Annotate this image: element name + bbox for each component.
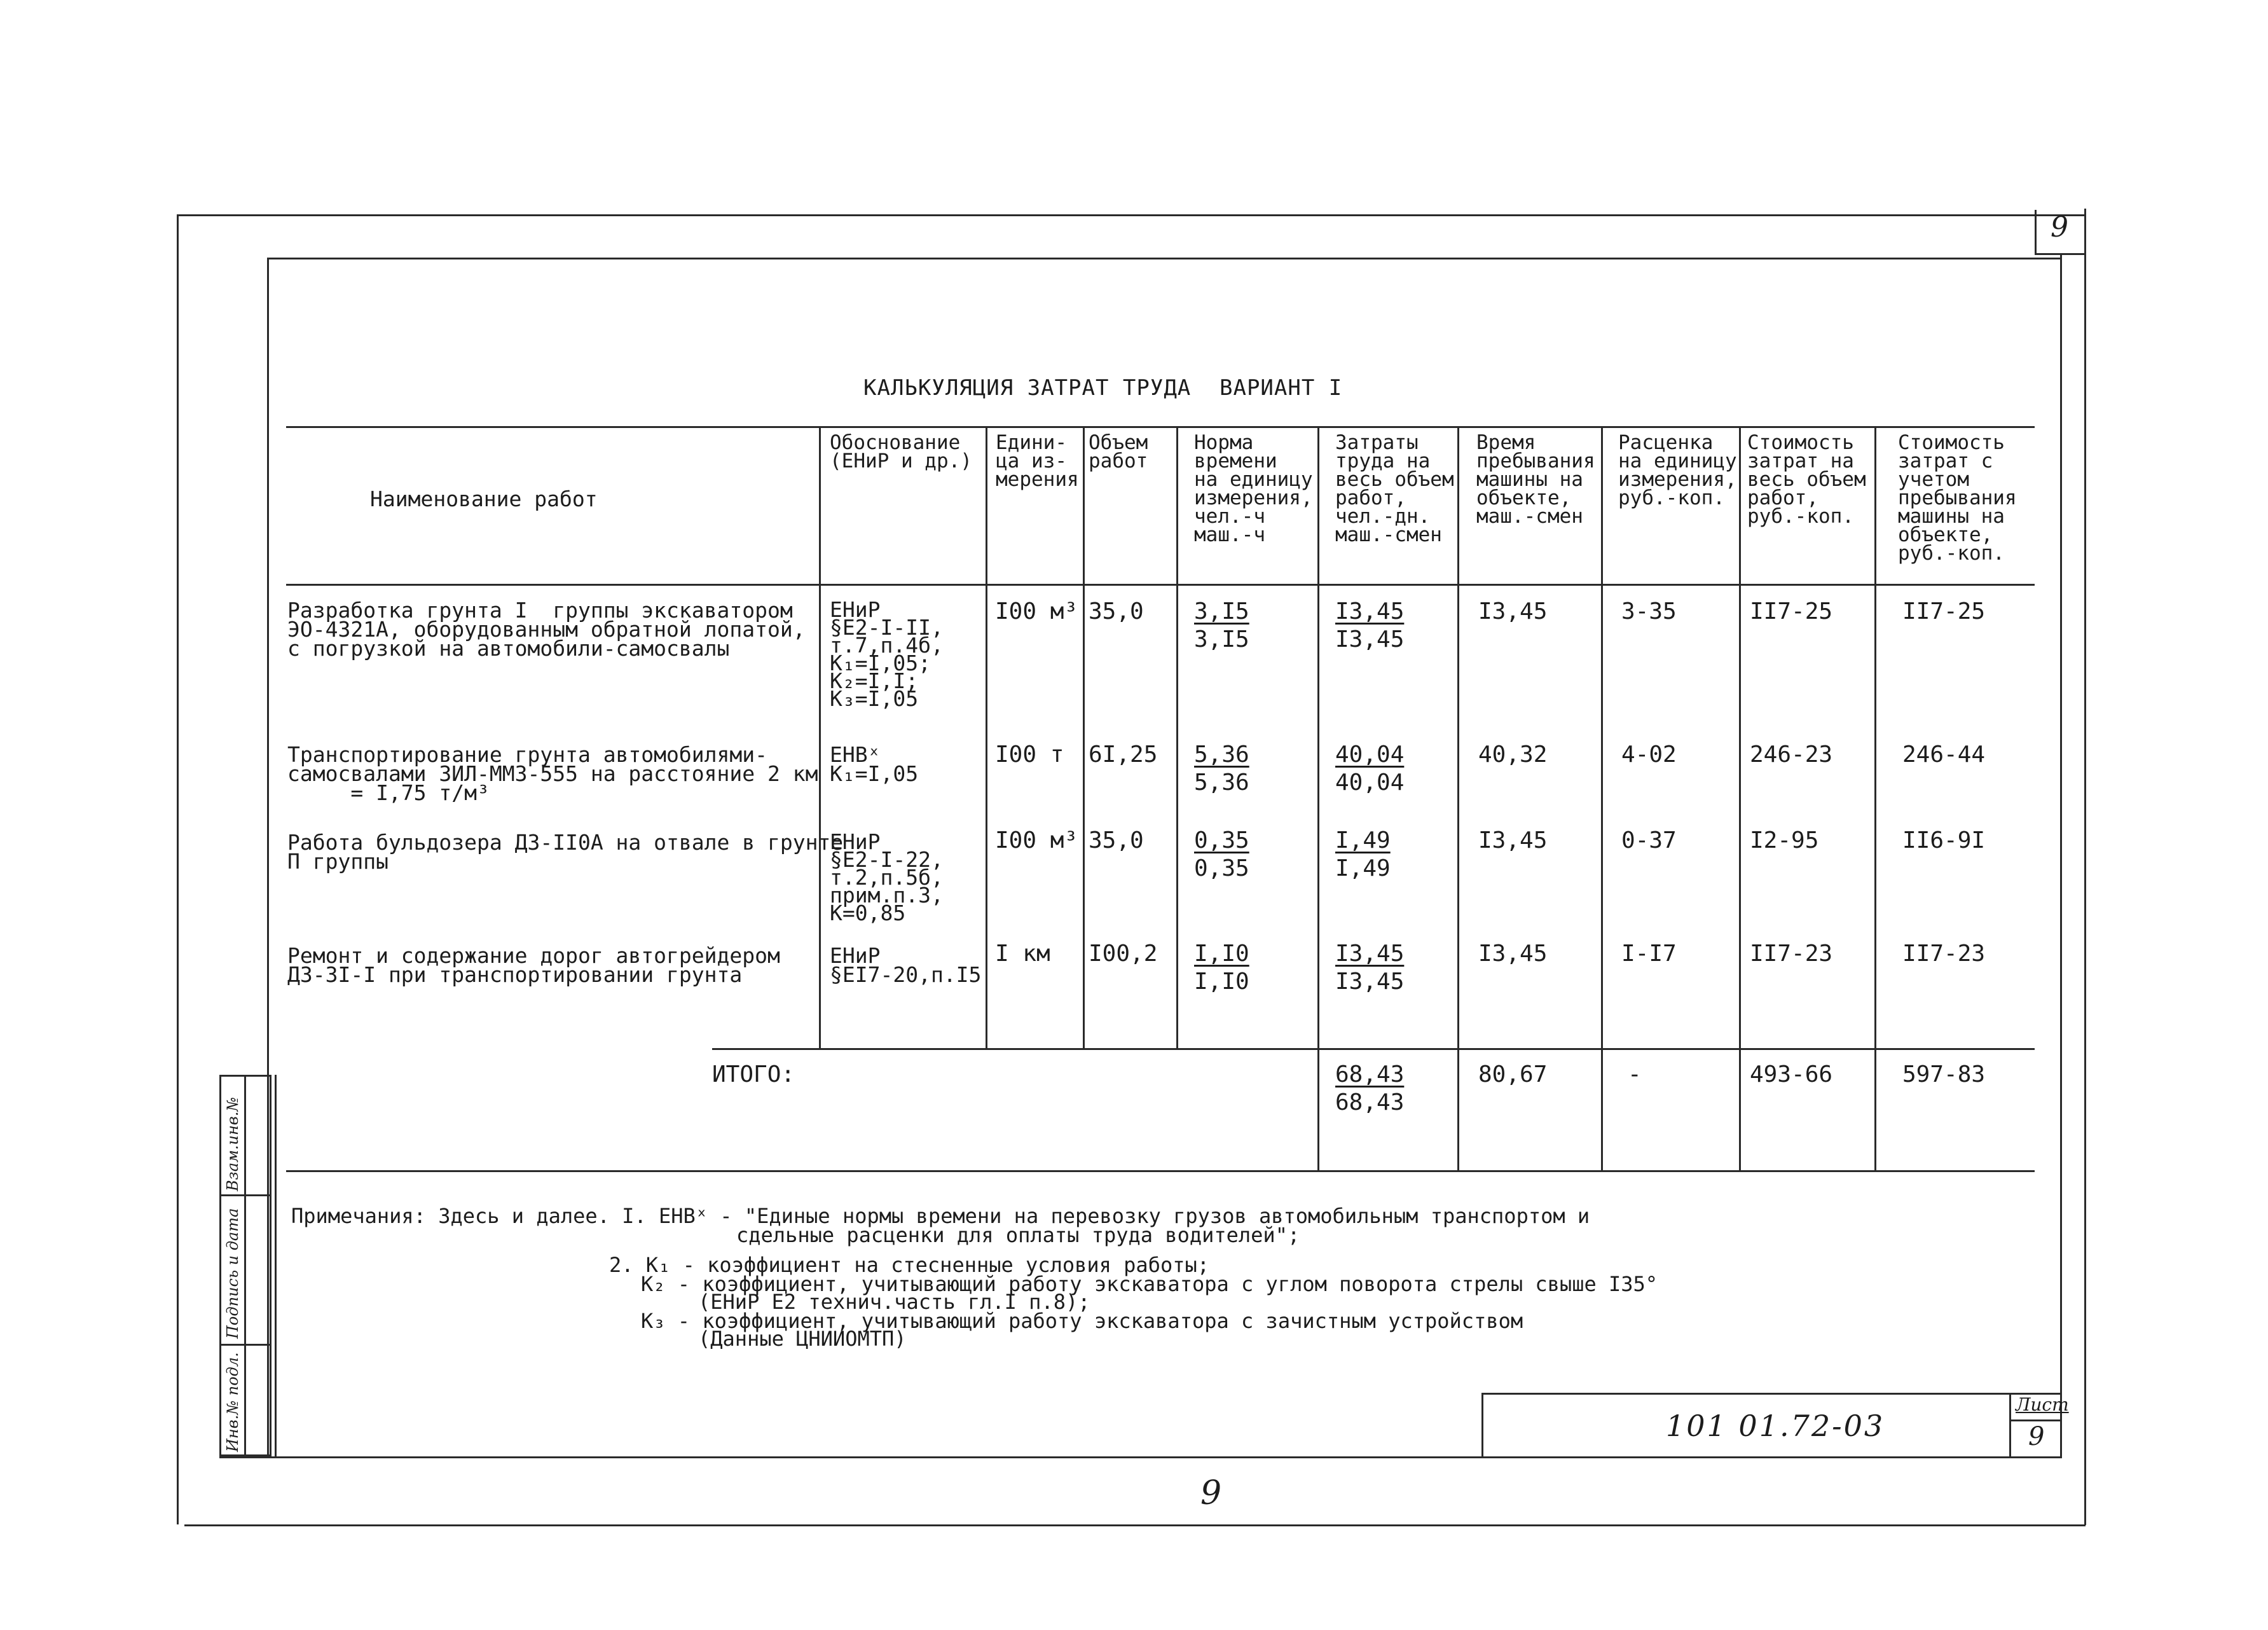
- note-line-3: 2. К₁ - коэффициент на стесненные условия работы;: [609, 1253, 1210, 1277]
- note-line-5: (ЕНиР Е2 технич.часть гл.I п.8);: [698, 1290, 1090, 1314]
- row1-name: Разработка грунта I группы экскаватором ЭО-4321А, оборудованным обратной лопатой, с погрузкой на автомобили-самосвалы: [287, 598, 806, 661]
- note-line-1: Примечания: Здесь и далее. I. ЕНВˣ - "Единые нормы времени на перевозку грузов автомобильным транспортом и: [291, 1204, 1590, 1228]
- outer-frame-right: [2084, 209, 2086, 1525]
- header-machine-time: Время пребывания машины на объекте, маш.-смен: [1476, 431, 1595, 528]
- note-line-6: К₃ - коэффициент, учитывающий работу экскаватора с зачистным устройством: [641, 1309, 1523, 1333]
- total-cost: 493-66: [1750, 1061, 1833, 1088]
- header-basis: Обоснование (ЕНиР и др.): [830, 431, 972, 473]
- total-labor-top: 68,43: [1335, 1061, 1405, 1088]
- col-line-6: [1457, 426, 1459, 1170]
- corner-box-bottom: [2035, 253, 2084, 255]
- side-label-podp-data: Подпись и дата: [224, 1208, 242, 1339]
- corner-sheet-number: 9: [2051, 211, 2068, 244]
- col-line-8: [1739, 426, 1741, 1170]
- header-cost-total: Стоимость затрат с учетом пребывания машины на объекте, руб.-коп.: [1898, 431, 2017, 565]
- col-line-4: [1176, 426, 1178, 1048]
- row4-basis: ЕНиР §ЕI7-20,п.I5: [830, 943, 982, 987]
- row3-cost-total: II6-9I: [1902, 827, 1986, 853]
- header-norm: Норма времени на единицу измерения, чел.-ч маш.-ч: [1194, 431, 1313, 546]
- total-rate: -: [1628, 1061, 1642, 1088]
- col-line-2: [986, 426, 987, 1048]
- col-line-9: [1874, 426, 1876, 1170]
- outer-frame-top: [177, 214, 2084, 216]
- table-top-line: [286, 426, 2035, 428]
- row4-labor-top: I3,45: [1335, 941, 1405, 967]
- row1-labor-bottom: I3,45: [1335, 626, 1405, 653]
- outer-frame-left: [177, 214, 179, 1524]
- row3-unit: I00 м³: [995, 827, 1078, 853]
- side-label-vzam-inv: Взам.инв.№: [224, 1096, 242, 1191]
- row1-basis: ЕНиР §Е2-I-II, т.7,п.4б, К₁=I,05; К₂=I,I; К₃=I,05: [830, 597, 944, 711]
- row4-rate: I-I7: [1621, 941, 1677, 967]
- row2-labor-top: 40,04: [1335, 742, 1405, 768]
- total-machine-time: 80,67: [1478, 1061, 1548, 1088]
- header-volume: Объем работ: [1089, 431, 1148, 473]
- side-strip: [219, 1075, 271, 1456]
- row4-name: Ремонт и содержание дорог автогрейдером ДЗ-3I-I при транспортировании грунта: [287, 943, 780, 987]
- stamp-sheet-number: 9: [2028, 1422, 2045, 1451]
- row4-cost-total: II7-23: [1902, 941, 1986, 967]
- row1-volume: 35,0: [1089, 598, 1144, 625]
- row3-norm-top: 0,35: [1194, 827, 1249, 853]
- note-line-7: (Данные ЦНИИОМТП): [698, 1327, 907, 1351]
- row1-unit: I00 м³: [995, 598, 1078, 625]
- row1-norm-bottom: 3,I5: [1194, 626, 1249, 653]
- col-line-7: [1601, 426, 1603, 1170]
- row1-rate: 3-35: [1621, 598, 1677, 625]
- header-cost: Стоимость затрат на весь объем работ, руб.-коп.: [1747, 431, 1866, 528]
- row2-labor-bottom: 40,04: [1335, 770, 1405, 796]
- row3-machine-time: I3,45: [1478, 827, 1548, 853]
- table-bottom-line: [286, 1170, 2035, 1172]
- row3-norm-bottom: 0,35: [1194, 855, 1249, 881]
- row2-volume: 6I,25: [1089, 742, 1158, 768]
- col-line-5: [1317, 426, 1319, 1170]
- row4-norm-top: I,I0: [1194, 941, 1249, 967]
- table-header-bottom-line: [286, 584, 2035, 586]
- inner-frame-top: [267, 258, 2060, 259]
- row4-cost: II7-23: [1750, 941, 1833, 967]
- stamp-doc-code: 101 01.72-03: [1666, 1409, 1885, 1443]
- stamp-sheet-line: [2009, 1419, 2060, 1421]
- row4-machine-time: I3,45: [1478, 941, 1548, 967]
- doc-title: КАЛЬКУЛЯЦИЯ ЗАТРАТ ТРУДА: [863, 375, 1192, 401]
- row4-labor-bottom: I3,45: [1335, 969, 1405, 995]
- row3-basis: ЕНиР §Е2-I-22, т.2,п.5б, прим.п.3, К=0,85: [830, 829, 944, 925]
- side-strip-divider: [244, 1077, 246, 1454]
- total-label: ИТОГО:: [712, 1061, 795, 1088]
- col-line-1: [819, 426, 821, 1048]
- row2-basis: ЕНВˣ К₁=I,05: [830, 742, 919, 786]
- row4-volume: I00,2: [1089, 941, 1158, 967]
- bottom-page-number: 9: [1200, 1474, 1222, 1512]
- row3-labor-top: I,49: [1335, 827, 1391, 853]
- row1-machine-time: I3,45: [1478, 598, 1548, 625]
- col-line-3: [1083, 426, 1085, 1048]
- side-label-inv-podl: Инв.№ подл.: [224, 1352, 242, 1452]
- row1-cost: II7-25: [1750, 598, 1833, 625]
- side-strip-h1: [221, 1194, 271, 1196]
- row2-cost: 246-23: [1750, 742, 1833, 768]
- table-total-line: [712, 1048, 2035, 1050]
- stamp-sheet-divider: [2009, 1393, 2011, 1456]
- row4-unit: I км: [995, 941, 1050, 967]
- row4-norm-bottom: I,I0: [1194, 969, 1249, 995]
- outer-frame-bottom: [184, 1524, 2086, 1526]
- row3-cost: I2-95: [1750, 827, 1819, 853]
- row3-labor-bottom: I,49: [1335, 855, 1391, 881]
- row1-cost-total: II7-25: [1902, 598, 1986, 625]
- row2-name: Транспортирование грунта автомобилями- самосвалами ЗИЛ-ММЗ-555 на расстояние 2 км = I,75 т/м³: [287, 742, 818, 805]
- header-rate: Расценка на единицу измерения, руб.-коп.: [1618, 431, 1737, 509]
- header-unit: Едини- ца из- мерения: [996, 431, 1079, 491]
- total-cost-total: 597-83: [1902, 1061, 1986, 1088]
- row1-norm-top: 3,I5: [1194, 598, 1249, 625]
- inner-frame-left-2: [275, 1075, 277, 1456]
- total-labor-bottom: 68,43: [1335, 1089, 1405, 1115]
- header-labor: Затраты труда на весь объем работ, чел.-дн. маш.-смен: [1335, 431, 1454, 546]
- header-work-name: Наименование работ: [370, 487, 598, 511]
- row3-name: Работа бульдозера ДЗ-II0А на отвале в грунте П группы: [287, 830, 844, 874]
- row2-machine-time: 40,32: [1478, 742, 1548, 768]
- row2-rate: 4-02: [1621, 742, 1677, 768]
- note-line-4: К₂ - коэффициент, учитывающий работу экскаватора с углом поворота стрелы свыше I35°: [641, 1272, 1658, 1296]
- row3-rate: 0-37: [1621, 827, 1677, 853]
- doc-variant: ВАРИАНТ I: [1220, 375, 1343, 401]
- stamp-sheet-label: Лист: [2016, 1394, 2069, 1415]
- row1-labor-top: I3,45: [1335, 598, 1405, 625]
- row3-volume: 35,0: [1089, 827, 1144, 853]
- note-line-2: сдельные расценки для оплаты труда водителей";: [736, 1223, 1300, 1247]
- row2-norm-top: 5,36: [1194, 742, 1249, 768]
- row2-norm-bottom: 5,36: [1194, 770, 1249, 796]
- row2-unit: I00 т: [995, 742, 1064, 768]
- side-strip-h2: [221, 1344, 271, 1346]
- row2-cost-total: 246-44: [1902, 742, 1986, 768]
- corner-box-left: [2035, 210, 2037, 253]
- inner-frame-right: [2060, 253, 2062, 1456]
